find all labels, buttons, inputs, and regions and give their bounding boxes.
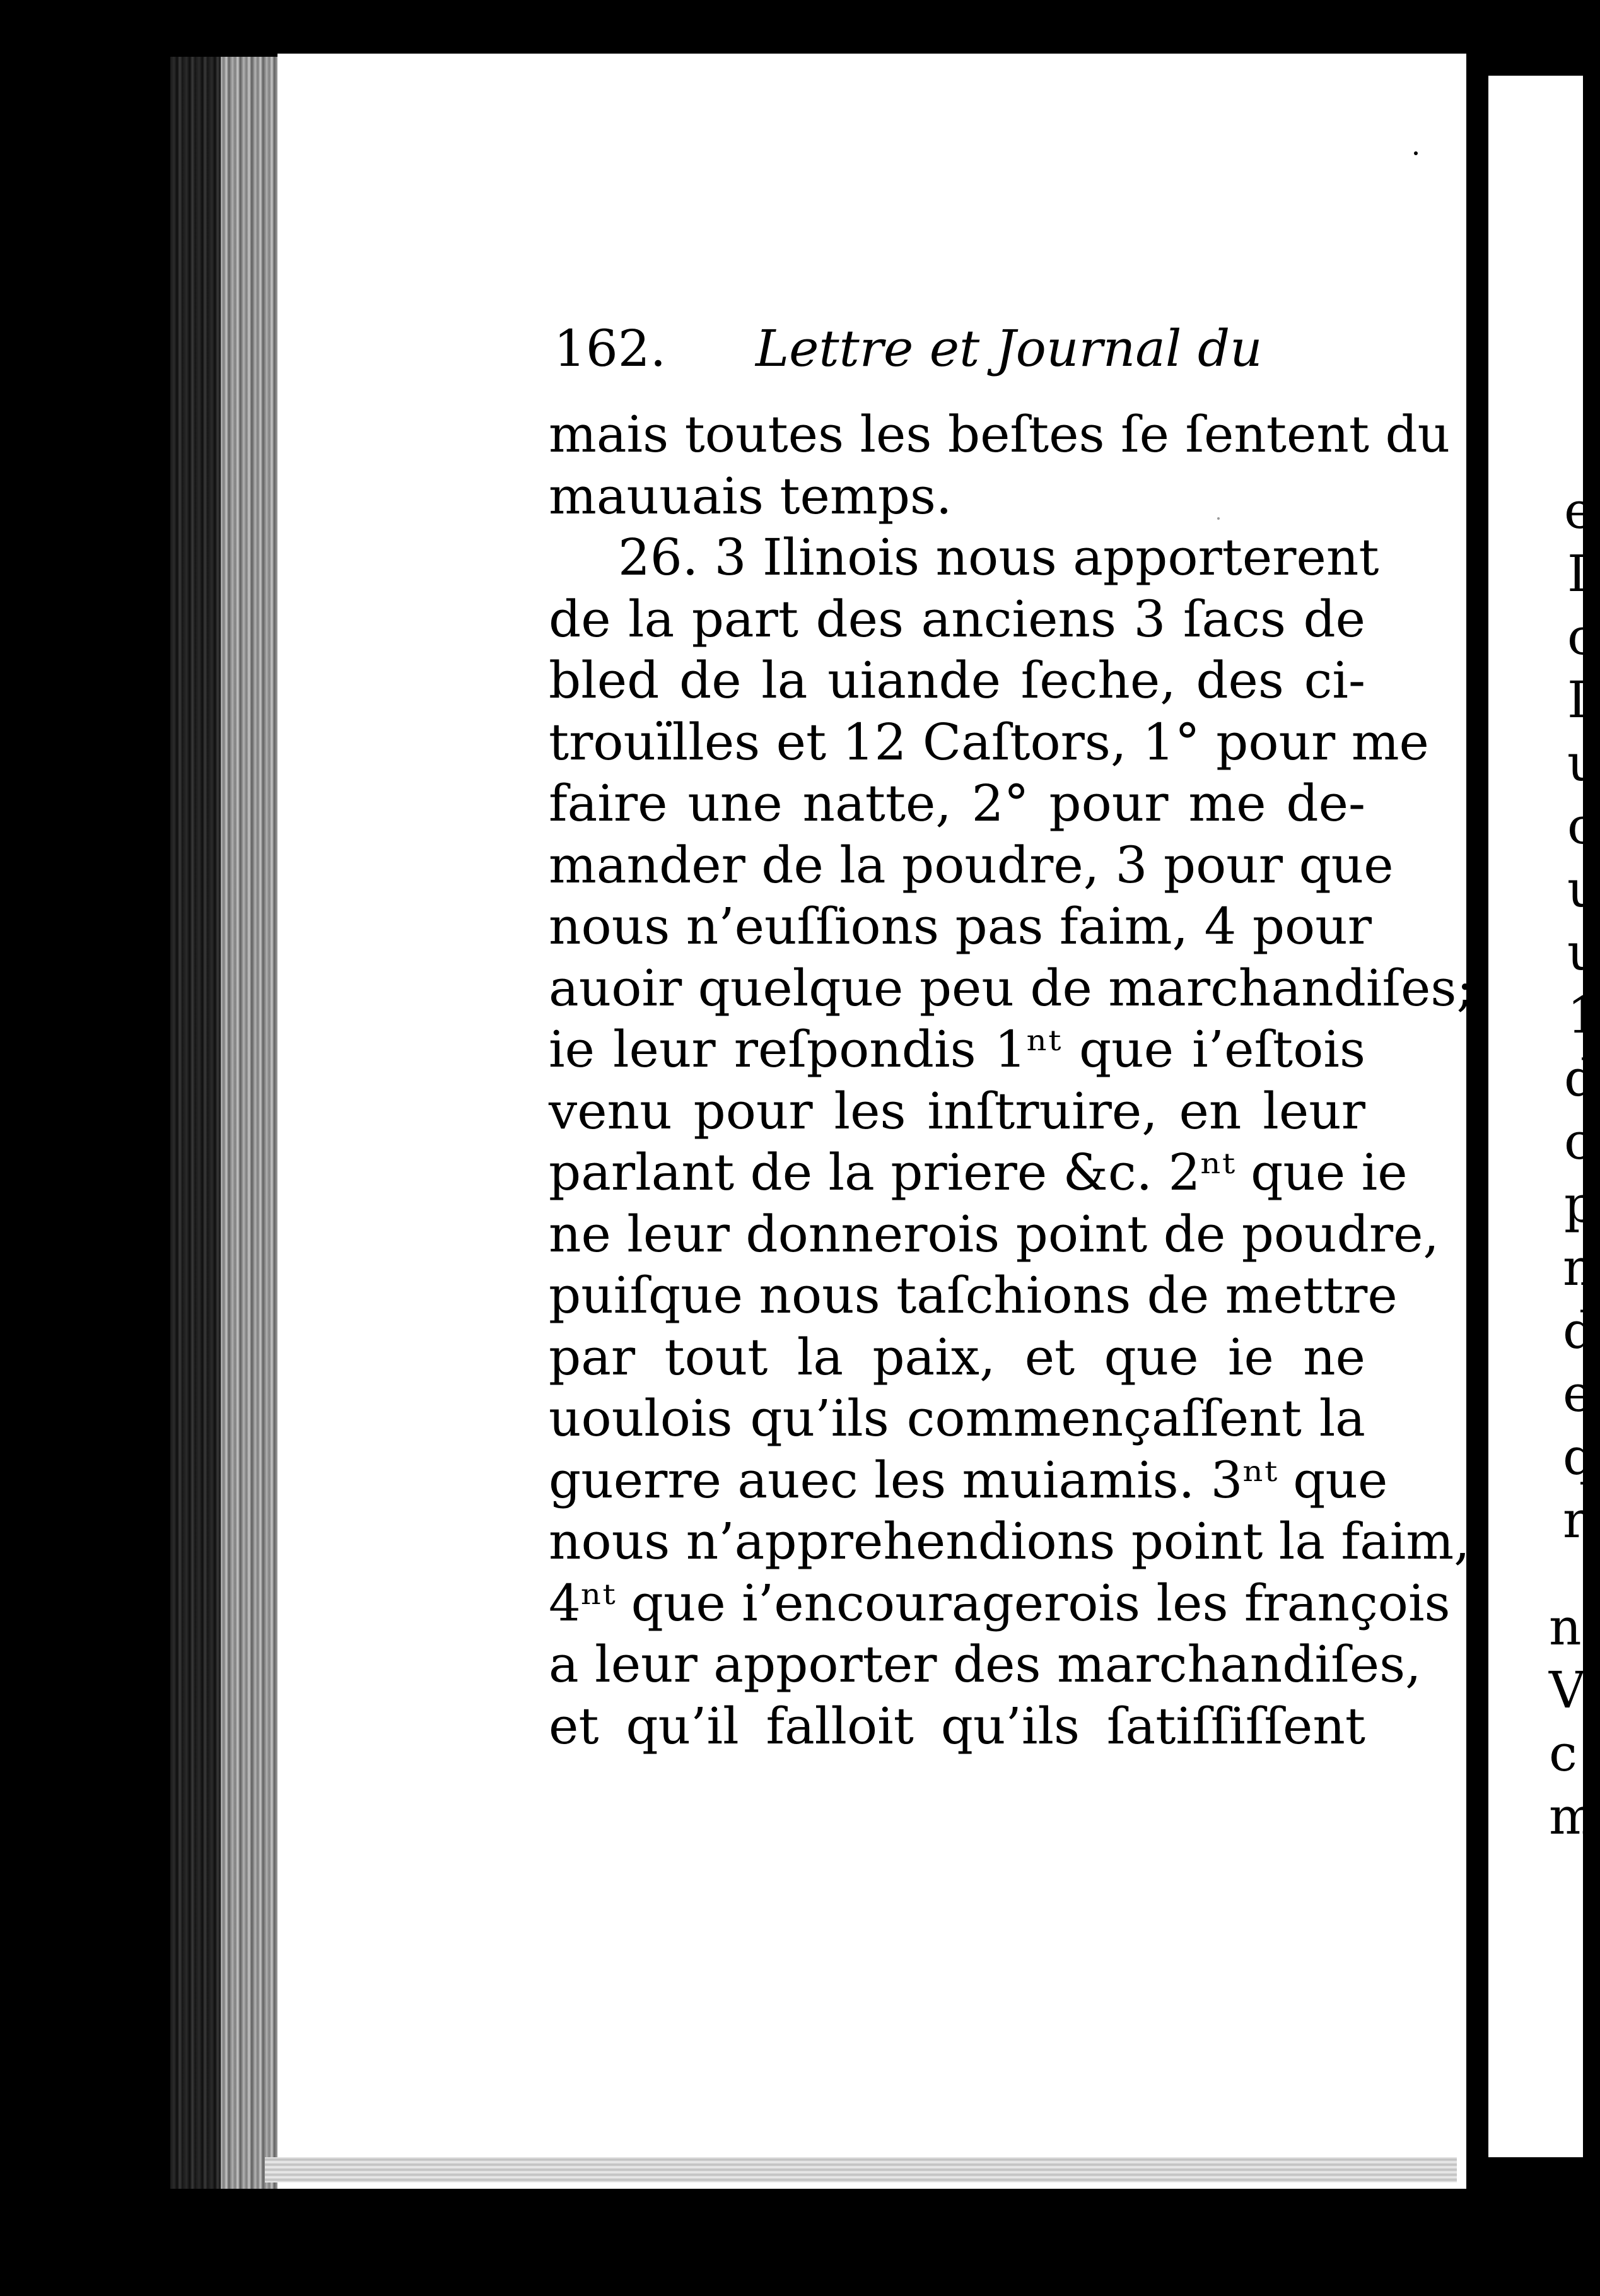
page-number: 162. — [554, 319, 667, 378]
facing-page-fragment: u — [1567, 860, 1600, 918]
facing-page-fragment: 1 — [1567, 986, 1599, 1045]
facing-page-fragment: n — [1549, 1598, 1582, 1656]
facing-page-fragment: V — [1549, 1661, 1585, 1719]
facing-page-fragment: I — [1567, 544, 1587, 603]
facing-page-fragment: p — [1564, 1175, 1597, 1234]
text-line: 4ⁿᵗ que i’encouragerois les françois — [549, 1573, 1451, 1632]
text-line: mais toutes les beſtes ſe ſentent du — [549, 405, 1451, 464]
text-line: par tout la paix, et que ie ne — [549, 1327, 1365, 1386]
facing-page-fragment: m — [1549, 1787, 1597, 1846]
text-line: a leur apporter des marchandiſes, — [549, 1635, 1422, 1694]
dust-speck — [1217, 517, 1220, 520]
text-line: guerre auec les muiamis. 3ⁿᵗ que — [549, 1450, 1388, 1509]
text-line: ie leur reſpondis 1ⁿᵗ que i’eſtois — [549, 1020, 1365, 1079]
text-line: ne leur donnerois point de poudre, — [549, 1204, 1439, 1263]
running-header — [554, 314, 1263, 384]
facing-page-fragment: n — [1563, 1238, 1596, 1297]
text-line: mander de la poudre, 3 pour que — [549, 835, 1394, 894]
text-line: de la part des anciens 3 ſacs de — [549, 589, 1365, 648]
text-line: venu pour les inſtruire, en leur — [549, 1081, 1365, 1140]
text-line: uoulois qu’ils commençaſſent la — [549, 1389, 1365, 1448]
text-line: trouïlles et 12 Caſtors, 1° pour me — [549, 712, 1429, 771]
facing-page-fragment: u — [1567, 734, 1600, 792]
page-bottom-edge — [265, 2157, 1457, 2182]
facing-page-fragment: c — [1564, 1112, 1592, 1171]
facing-page-fragment: I — [1567, 671, 1587, 729]
facing-page-fragment: c — [1567, 797, 1596, 855]
text-line: parlant de la priere &c. 2ⁿᵗ que ie — [549, 1143, 1408, 1202]
page-body-text — [549, 404, 1474, 1757]
text-line: mauuais temps. — [549, 466, 952, 525]
text-line: et qu’il falloit qu’ils ſatiſſiſſent — [549, 1696, 1365, 1755]
text-line: 26. 3 Ilinois nous apporterent — [618, 528, 1379, 587]
facing-page-fragment: e — [1563, 1364, 1593, 1423]
running-title: Lettre et Journal du — [756, 319, 1263, 378]
facing-page-fragment: e — [1564, 481, 1594, 540]
facing-page-fragment: r — [1563, 1491, 1587, 1549]
text-line: auoir quelque peu de marchandiſes; — [549, 958, 1474, 1017]
facing-page-fragment: q — [1563, 1427, 1596, 1486]
text-line: faire une natte, 2° pour me de- — [549, 774, 1365, 833]
text-line: puiſque nous taſchions de mettre — [549, 1266, 1398, 1325]
facing-page-fragment: c — [1549, 1724, 1577, 1783]
facing-page — [1488, 76, 1600, 2157]
text-line: nous n’euſſions pas faim, 4 pour — [549, 897, 1372, 956]
facing-page-fragment: u — [1567, 923, 1600, 981]
text-line: nous n’apprehendions point la faim, — [549, 1512, 1470, 1571]
dust-speck — [1414, 151, 1418, 155]
facing-page-fragment: c — [1567, 607, 1596, 666]
facing-page-fragment: d — [1563, 1301, 1596, 1360]
facing-page-fragment: d — [1564, 1049, 1597, 1108]
text-line: bled de la uiande ſeche, des ci- — [549, 651, 1365, 710]
